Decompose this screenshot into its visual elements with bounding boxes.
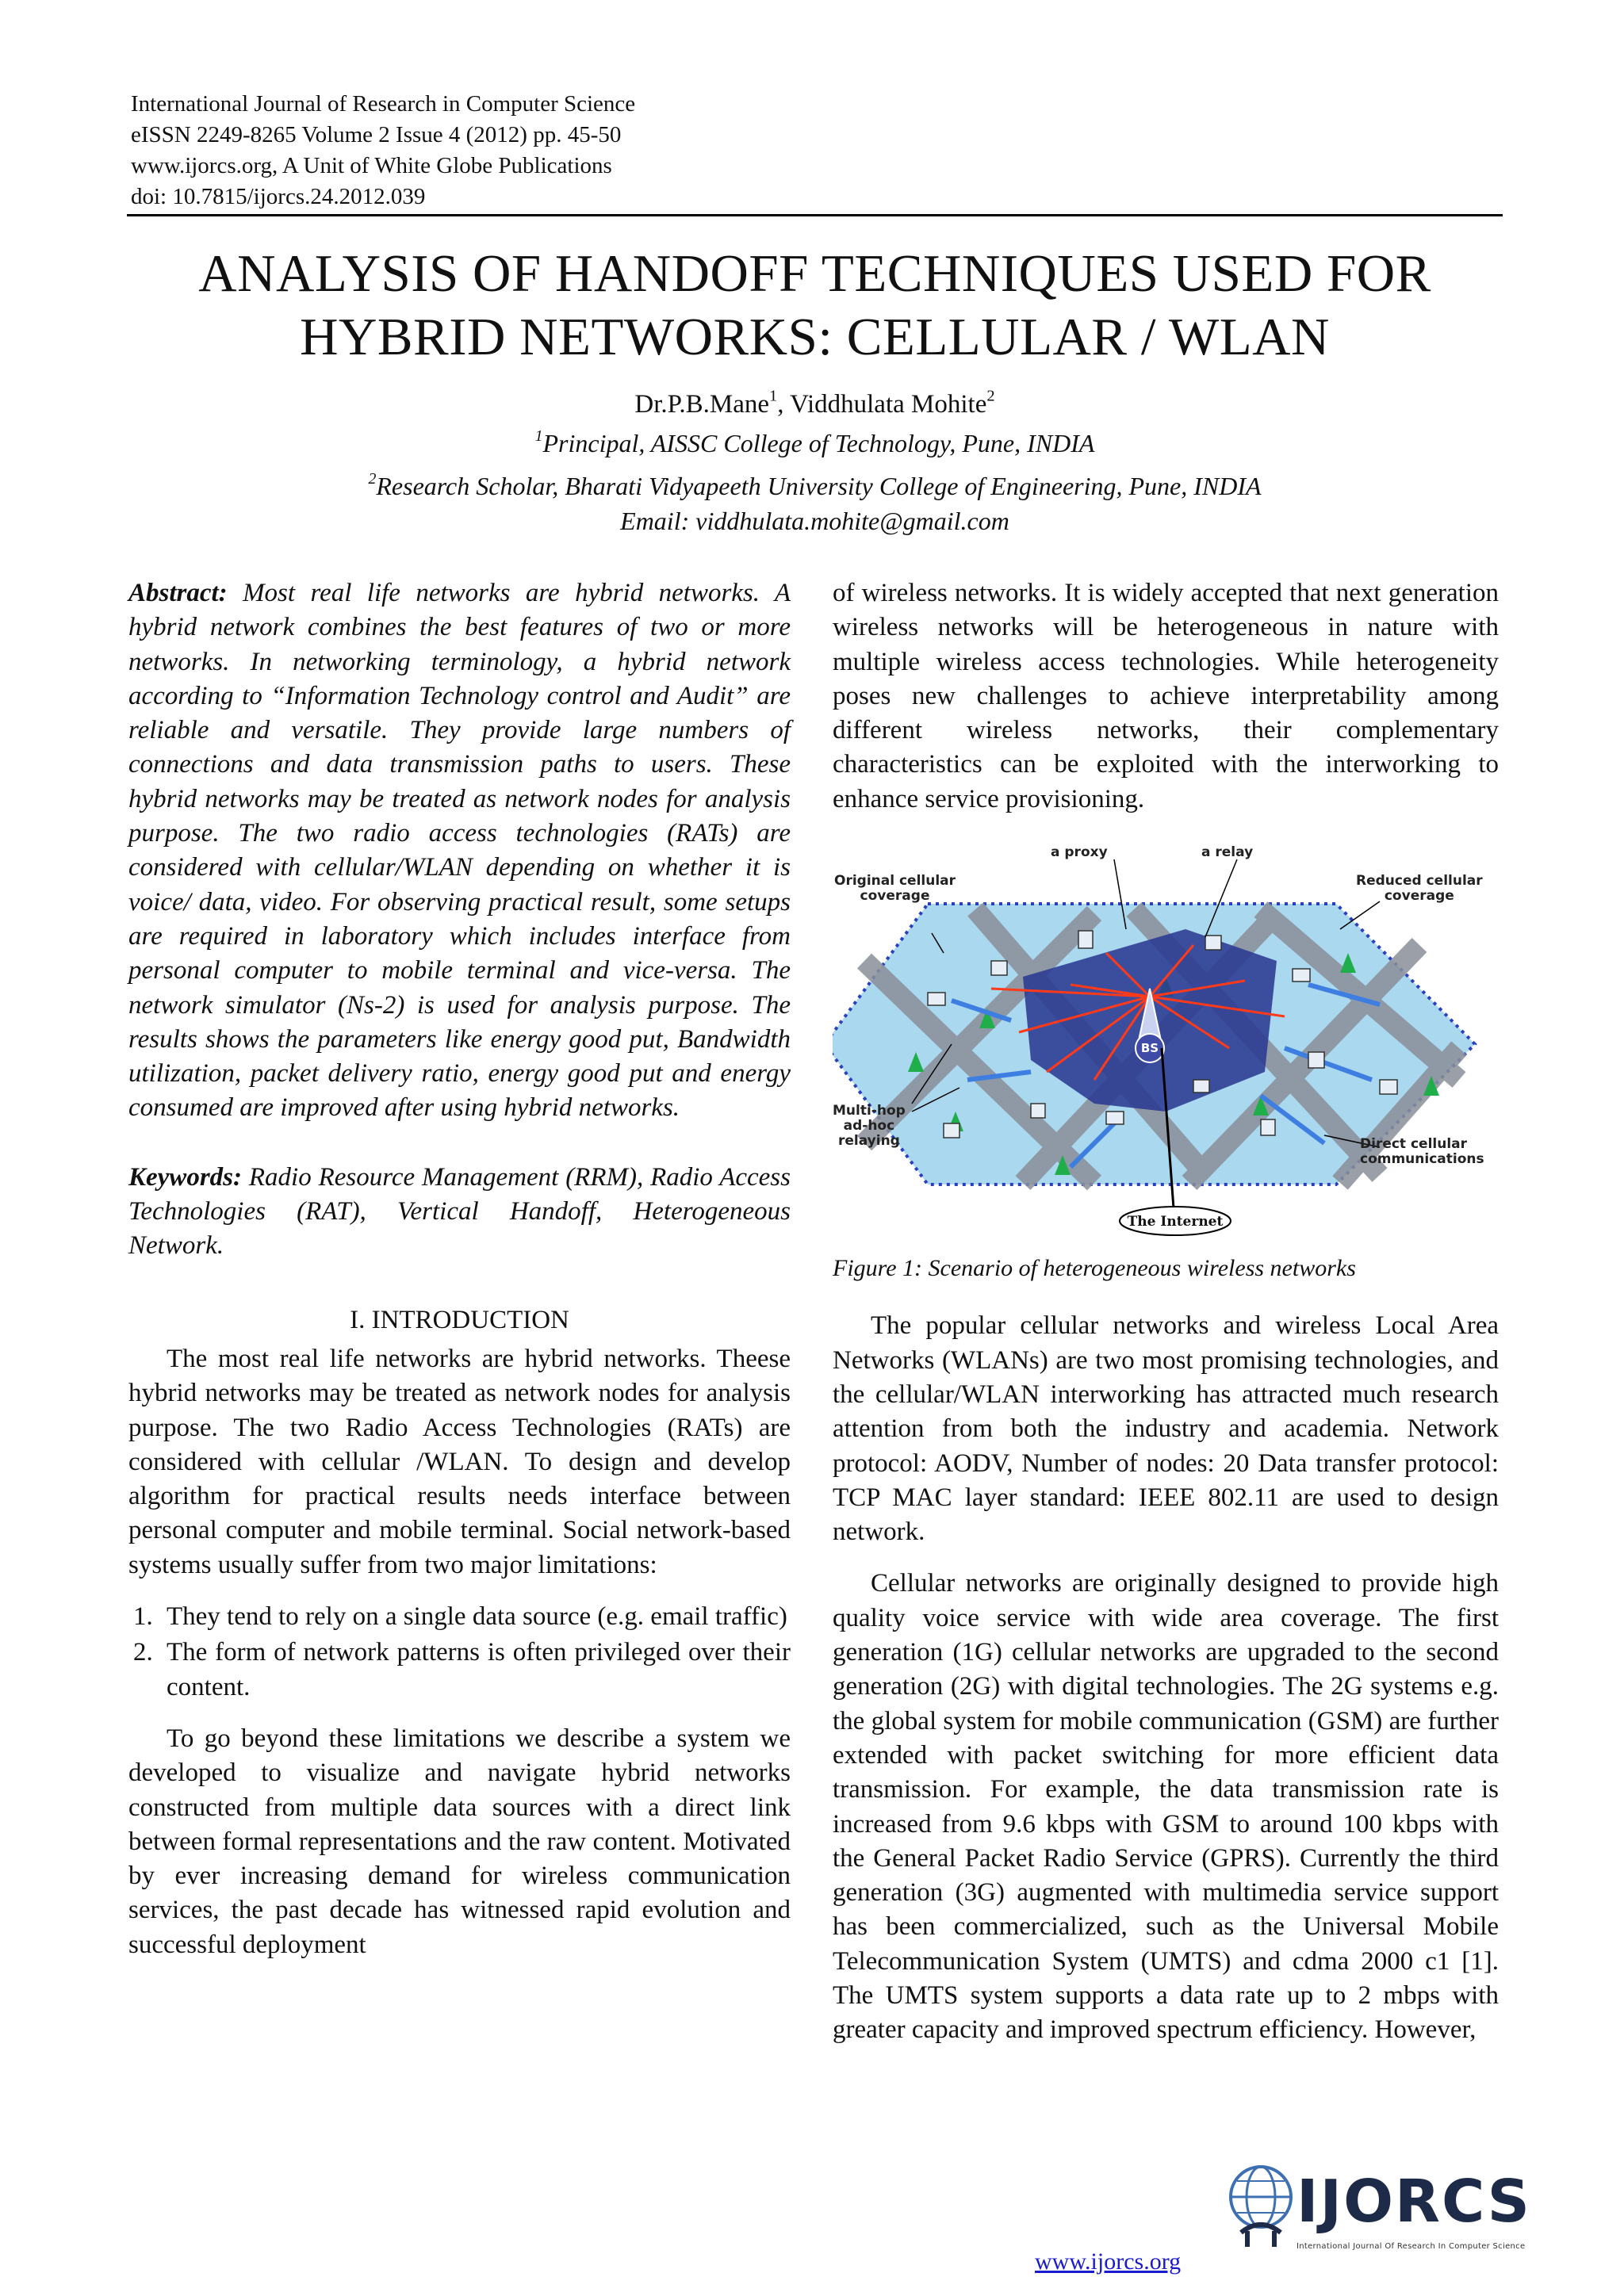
abstract [128,576,791,1126]
author-list [127,387,1503,422]
label-reduced-coverage: Reduced cellular coverage [1356,873,1483,905]
author-1: Dr.P.B.Mane [634,390,769,419]
author-2-sup: 2 [986,387,995,405]
affiliation-2-text: Research Scholar, Bharati Vidyapeeth University College of Engineering, Pune, INDIA [376,472,1262,500]
globe-icon [1217,2161,1297,2248]
journal-name: International Journal of Research in Computer Science [131,91,636,117]
limitations-list [128,1600,791,1705]
abstract-label: Abstract: [128,579,228,607]
label-relay: a relay [1201,844,1254,861]
logo-wordmark: IJORCS [1297,2168,1531,2236]
bs-label: BS [1140,1041,1159,1056]
author-1-sup: 1 [769,387,778,405]
title-line-1: ANALYSIS OF HANDOFF TECHNIQUES USED FOR [198,244,1431,303]
label-multihop-relaying: Multi-hop ad-hoc relaying [833,1103,906,1150]
list-text: They tend to rely on a single data source (e.g. email traffic) [167,1602,787,1632]
section-heading-introduction: I. INTRODUCTION [350,1305,569,1334]
figure-heterogeneous-network [833,842,1499,1243]
ijorcs-logo [1217,2161,1531,2258]
left-column [128,576,791,1962]
paper-title [127,242,1503,369]
author-2: Viddhulata Mohite [790,390,987,419]
keywords-label: Keywords: [128,1162,242,1192]
internet-label: The Internet [1127,1214,1224,1230]
affiliation-2 [127,469,1503,503]
abstract-text: Most real life networks are hybrid networks. A hybrid network combines the best features of two or more networks. In networking terminology, a hybrid network according to “Information Technology control and Audit” are reliable and versatile. They provide large numbers of connections and data transmission paths to users. These hybrid networks may be treated as network nodes for analysis purpose. The two radio access technologies (RATs) are considered with cellular/WLAN depending on whether it is voice/ data, video. For observing practical result, some setups are required in laboratory which includes interface from personal computer to mobile terminal and vice-versa. The network simulator (Ns-2) is used for analysis purpose. The results shows the parameters like energy good put, Bandwidth utilization, packet delivery ratio, energy good put and energy consumed are improved after using hybrid networks. [128,579,791,1123]
header-divider [127,214,1503,216]
list-item [128,1636,791,1705]
keywords-text: Radio Resource Management (RRM), Radio Access Technologies (RAT), Vertical Handoff, Heterogeneous Network. [128,1162,791,1261]
journal-issn: eISSN 2249-8265 Volume 2 Issue 4 (2012) pp. 45-50 [131,122,622,147]
list-text: The form of network patterns is often privileged over their content. [167,1638,791,1701]
intro-paragraph-2: To go beyond these limitations we describe a system we developed to visualize and navigate hybrid networks constructed from multiple data sources with a direct link between formal representations and the raw content. Motivated by ever increasing demand for wireless communication services, the past decade has witnessed rapid evolution and successful deployment [128,1724,791,1959]
figure-caption: Figure 1: Scenario of heterogeneous wireless networks [833,1255,1356,1282]
right-column [833,576,1499,2048]
paragraph-popular-networks: The popular cellular networks and wireless Local Area Networks (WLANs) are two most promising technologies, and the cellular/WLAN interworking has attracted much research attention from both the industry and academia. Network protocol: AODV, Number of nodes: 20 Data transfer protocol: TCP MAC layer standard: IEEE 802.11 are used to design network. [833,1311,1499,1547]
affiliation-1-sup: 1 [534,427,543,446]
keywords [128,1161,791,1264]
logo-subtitle: International Journal Of Research In Computer Science [1297,2242,1526,2251]
journal-website: www.ijorcs.org, A Unit of White Globe Publications [131,153,612,178]
title-line-2: HYBRID NETWORKS: CELLULAR / WLAN [300,308,1330,366]
author-separator: , [777,390,791,419]
label-original-coverage: Original cellular coverage [834,873,956,905]
affiliation-1 [127,427,1503,460]
author-email: Email: viddhulata.mohite@gmail.com [620,507,1009,535]
footer-website-link[interactable]: www.ijorcs.org [1035,2248,1182,2275]
list-number: 1. [133,1602,153,1632]
paragraph-cellular-networks: Cellular networks are originally designed to provide high quality voice service with wide area coverage. The first generation (1G) cellular networks are upgraded to the second generation (2G) with digital technologies. The 2G systems e.g. the global system for mobile communication (GSM) are further extended with packet switching for more efficient data transmission. For example, the data transmission rate is increased from 9.6 kbps with GSM to around 100 kbps with the General Packet Radio Service (GPRS). Currently the third generation (3G) augmented with multimedia service support has been commercialized, such as the Universal Mobile Telecommunication System (UMTS) and cdma 2000 c1 [1]. The UMTS system supports a data rate up to 2 mbps with greater capacity and improved spectrum efficiency. However, [833,1569,1499,2045]
intro-paragraph-1: The most real life networks are hybrid networks. Theese hybrid networks may be treated as network nodes for analysis purpose. The two Radio Access Technologies (RATs) are considered with cellular /WLAN. To design and develop algorithm for practical results needs interface between personal computer and mobile terminal. Social network-based systems usually suffer from two major limitations: [128,1344,791,1579]
list-item [128,1600,791,1634]
affiliation-2-sup: 2 [368,470,377,488]
label-direct-cellular: Direct cellular communications [1360,1136,1484,1168]
journal-header [131,89,635,212]
right-continuation-paragraph: of wireless networks. It is widely accepted that next generation wireless networks will be heterogeneous in nature with multiple wireless access technologies. While heterogeneity poses new challenges to achieve interpretability among different wireless networks, their complementary characteristics can be exploited with the interworking to enhance service provisioning. [833,579,1499,813]
affiliation-1-text: Principal, AISSC College of Technology, Pune, INDIA [542,429,1095,457]
journal-doi: doi: 10.7815/ijorcs.24.2012.039 [131,184,426,209]
list-number: 2. [133,1638,153,1667]
label-proxy: a proxy [1051,844,1108,861]
